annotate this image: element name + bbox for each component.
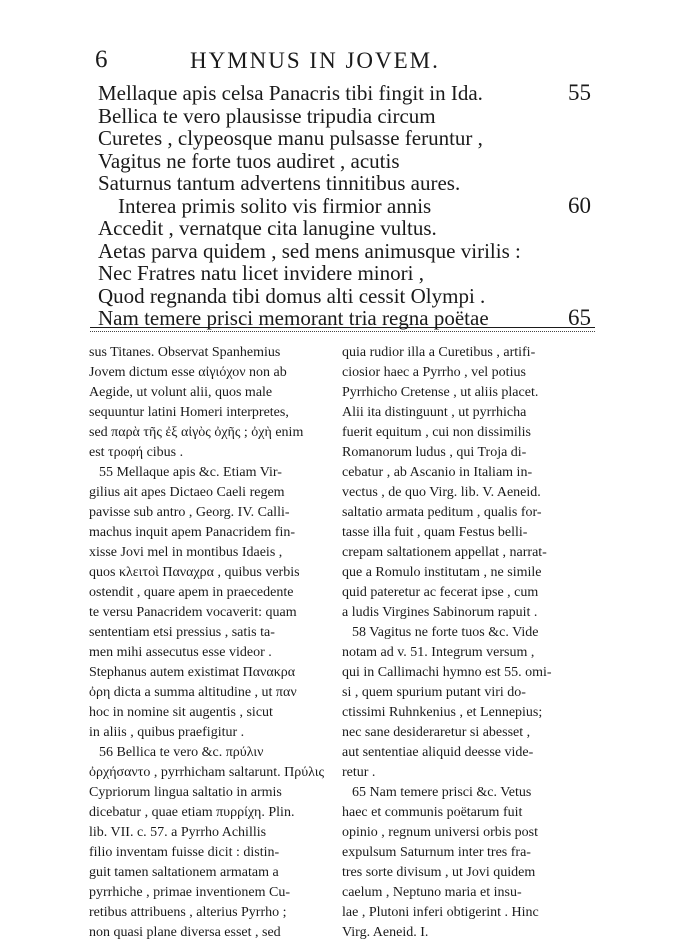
verse-text: Nec Fratres natu licet invidere minori , bbox=[98, 261, 424, 285]
note-line: tasse illa fuit , quam Festus belli- bbox=[342, 525, 528, 540]
verse-text: Curetes , clypeosque manu pulsasse feruntur , bbox=[98, 126, 483, 150]
note-line: gilius ait apes Dictaeo Caeli regem bbox=[89, 485, 285, 500]
verse-text: Bellica te vero plausisse tripudia circum bbox=[98, 103, 436, 128]
note-line: caelum , Neptuno maria et insu- bbox=[342, 885, 522, 900]
note-line: non quasi plane diversa esset , sed bbox=[89, 925, 281, 940]
line-number: 55 bbox=[568, 80, 591, 105]
note-line: sed παρὰ τῆς ἐξ αἰγὸς ὀχῆς ; ὀχὴ enim bbox=[89, 425, 304, 440]
note-line: Alii ita distinguunt , ut pyrrhicha bbox=[342, 405, 527, 420]
note-line: sus Titanes. Observat Spanhemius bbox=[89, 345, 281, 360]
note-line: 65 Nam temere prisci &c. Vetus bbox=[352, 785, 532, 800]
verse-block bbox=[98, 82, 618, 330]
note-line: te versu Panacridem vocaverit: quam bbox=[89, 605, 297, 620]
note-line: quos κλειτοὶ Παναχρα , quibus verbis bbox=[89, 565, 300, 580]
verse-line bbox=[98, 217, 618, 240]
verse-text: Accedit , vernatque cita lanugine vultus. bbox=[98, 216, 437, 240]
note-line: 56 Bellica te vero &c. πρύλιν bbox=[99, 745, 264, 760]
note-line: opinio , regnum universi orbis post bbox=[342, 825, 538, 840]
verse-line bbox=[98, 285, 618, 308]
note-line: est τροφή cibus . bbox=[89, 445, 184, 460]
note-line: tres sorte divisum , ut Jovi quidem bbox=[342, 865, 536, 880]
verse-text: Nam temere prisci memorant tria regna poëtae bbox=[98, 306, 489, 330]
verse-line bbox=[98, 172, 618, 195]
separator-rule bbox=[90, 327, 595, 328]
note-line: 55 Mellaque apis &c. Etiam Vir- bbox=[99, 465, 282, 480]
note-line: aut sententiae aliquid deesse vide- bbox=[342, 745, 534, 760]
verse-line bbox=[98, 262, 618, 285]
note-line: que a Romulo institutam , ne simile bbox=[342, 565, 542, 580]
note-line: men mihi assecutus esse videor . bbox=[89, 645, 272, 660]
note-line: Romanorum ludus , qui Troja di- bbox=[342, 445, 527, 460]
note-line: hoc in nomine sit augentis , sicut bbox=[89, 705, 273, 720]
separator-dotted-rule bbox=[90, 331, 595, 332]
note-line: qui in Callimachi hymno est 55. omi- bbox=[342, 665, 552, 680]
note-line: a ludis Virgines Sabinorum rapuit . bbox=[342, 605, 538, 620]
verse-line bbox=[98, 82, 618, 105]
verse-line bbox=[98, 192, 618, 218]
note-line: ὀρχήσαντο , pyrrhicham saltarunt. Πρύλις bbox=[89, 765, 325, 780]
note-line: saltatio armata peditum , qualis for- bbox=[342, 505, 542, 520]
note-line: retibus attribuens , alterius Pyrrho ; bbox=[89, 905, 287, 920]
note-line: haec et communis poëtarum fuit bbox=[342, 805, 523, 820]
note-line: vectus , de quo Virg. lib. V. Aeneid. bbox=[342, 485, 541, 500]
note-line: lib. VII. c. 57. a Pyrrho Achillis bbox=[89, 825, 267, 840]
note-line: notam ad v. 51. Integrum versum , bbox=[342, 645, 535, 660]
note-line: ὀρη dicta a summa altitudine , ut παν bbox=[89, 685, 297, 700]
verse-line bbox=[98, 150, 618, 173]
note-line: pavisse sub antro , Georg. IV. Calli- bbox=[89, 505, 290, 520]
note-line: ctissimi Ruhnkenius , et Lennepius; bbox=[342, 705, 543, 720]
note-line: fuerit equitum , cui non dissimilis bbox=[342, 425, 531, 440]
verse-text: Quod regnanda tibi domus alti cessit Olympi . bbox=[98, 283, 486, 308]
line-number: 60 bbox=[568, 192, 591, 218]
note-line: dicebatur , quae etiam πυρρίχη. Plin. bbox=[89, 805, 295, 820]
note-line: Cypriorum lingua saltatio in armis bbox=[89, 785, 282, 800]
notes-column-left bbox=[89, 343, 339, 943]
note-line: machus inquit apem Panacridem fin- bbox=[89, 525, 296, 540]
note-line: quia rudior illa a Curetibus , artifi- bbox=[342, 345, 536, 360]
line-number: 65 bbox=[568, 305, 591, 330]
note-line: Jovem dictum esse αἰγιόχον non ab bbox=[89, 365, 287, 380]
note-line: Pyrrhicho Cretense , ut aliis placet. bbox=[342, 385, 539, 400]
note-line: sententiam etsi pressius , satis ta- bbox=[89, 625, 275, 640]
verse-line bbox=[98, 240, 618, 263]
verse-line bbox=[98, 127, 618, 150]
note-line: xisse Jovi mel in montibus Idaeis , bbox=[89, 545, 283, 560]
verse-text: Interea primis solito vis firmior annis bbox=[118, 193, 432, 218]
page-number: 6 bbox=[95, 46, 108, 73]
note-line: crepam saltationem appellat , narrat- bbox=[342, 545, 547, 560]
note-line: sequuntur latini Homeri interpretes, bbox=[89, 405, 289, 420]
note-line: in aliis , quibus praefigitur . bbox=[89, 725, 245, 740]
verse-text: Saturnus tantum advertens tinnitibus aures. bbox=[98, 171, 461, 195]
note-line: lae , Plutoni inferi obtigerint . Hinc bbox=[342, 905, 539, 920]
note-line: filio inventam fuisse dicit : distin- bbox=[89, 845, 280, 860]
note-line: guit tamen saltationem armatam a bbox=[89, 865, 279, 880]
note-line: si , quem spurium putant viri do- bbox=[342, 685, 526, 700]
verse-text: Mellaque apis celsa Panacris tibi fingit in Ida. bbox=[98, 81, 483, 105]
note-line: ciosior haec a Pyrrho , vel potius bbox=[342, 365, 526, 380]
note-line: 58 Vagitus ne forte tuos &c. Vide bbox=[352, 625, 539, 640]
note-line: quid pateretur ac fecerat ipse , cum bbox=[342, 585, 539, 600]
verse-line bbox=[98, 105, 618, 128]
note-line: retur . bbox=[342, 765, 376, 780]
running-title: HYMNUS IN JOVEM. bbox=[190, 48, 440, 73]
note-line: nec sane desideraretur si abesset , bbox=[342, 725, 531, 740]
verse-text: Vagitus ne forte tuos audiret , acutis bbox=[98, 148, 400, 173]
note-line: expulsum Saturnum inter tres fra- bbox=[342, 845, 531, 860]
note-line: Stephanus autem existimat Πανακρα bbox=[89, 665, 296, 680]
note-line: ostendit , quare apem in praecedente bbox=[89, 585, 294, 600]
notes-column-right bbox=[342, 343, 592, 943]
note-line: pyrrhiche , primae inventionem Cu- bbox=[89, 885, 290, 900]
verse-text: Aetas parva quidem , sed mens animusque virilis : bbox=[98, 238, 521, 263]
note-line: cebatur , ab Ascanio in Italiam in- bbox=[342, 465, 533, 480]
note-line: Aegide, ut volunt alii, quos male bbox=[89, 385, 273, 400]
note-line: Virg. Aeneid. I. bbox=[342, 925, 429, 940]
